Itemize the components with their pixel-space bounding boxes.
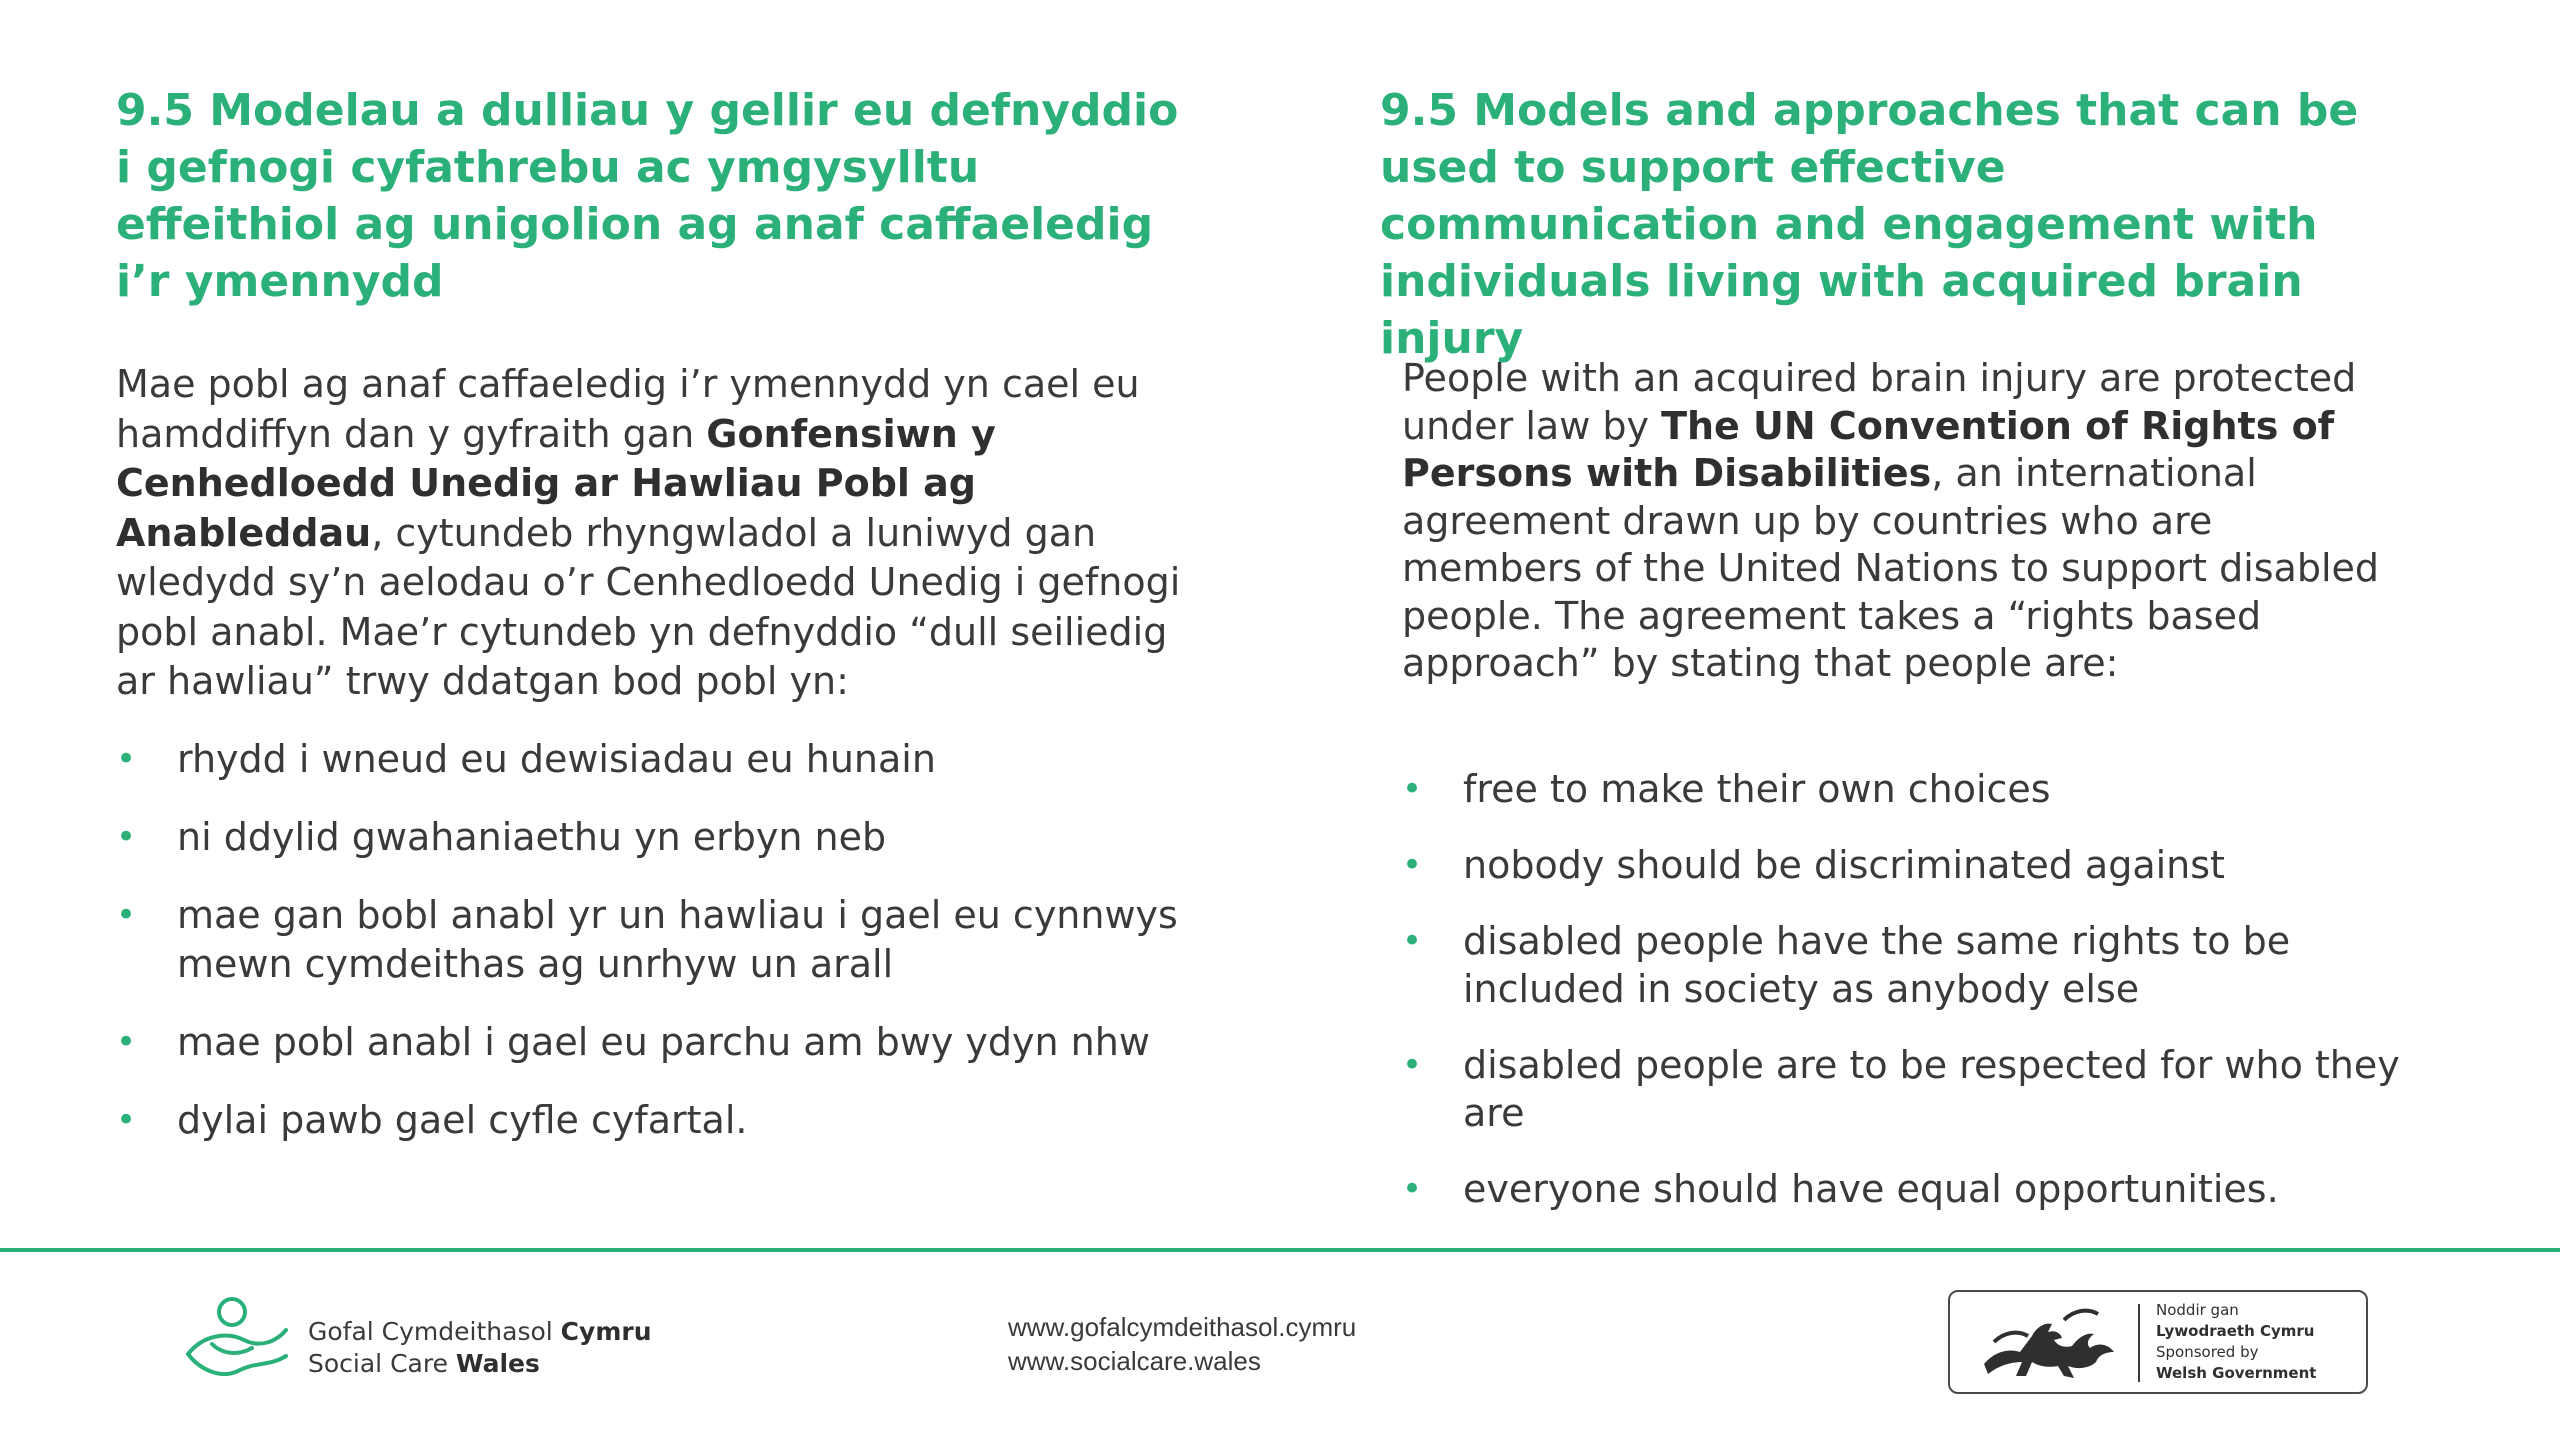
welsh-intro [116, 360, 1186, 707]
list-item [116, 1018, 1196, 1067]
social-care-wales-logo [182, 1292, 702, 1392]
list-item [1402, 1165, 2412, 1213]
sponsor-english-name: Welsh Government [2156, 1364, 2317, 1382]
bullet-icon: • [116, 739, 137, 779]
english-heading: 9.5 Models and approaches that can be used to support effective communication and engagement with individuals living with acquired brain injury [1380, 85, 2359, 364]
bullet-icon: • [1402, 1169, 1423, 1209]
sponsor-welsh-name: Lywodraeth Cymru [2156, 1322, 2315, 1340]
english-intro-end: , an international agreement drawn up by countries who are members of the United Nations to support disabled people. The agreement takes a “rights based approach” by stating that people are: [1402, 451, 2380, 685]
sponsor-text [2156, 1300, 2316, 1384]
list-item [116, 891, 1196, 989]
sponsor-divider [2138, 1304, 2140, 1382]
english-bullet-list [1402, 765, 2412, 1241]
english-intro-convention: The UN Convention of Rights of Persons with Disabilities [1402, 403, 2335, 495]
sponsor-welsh-label: Noddir gan [2156, 1301, 2239, 1319]
bullet-text: free to make their own choices [1463, 767, 2051, 811]
bullet-icon: • [116, 1100, 137, 1140]
welsh-bullet-list [116, 735, 1196, 1174]
bullet-text: ni ddylid gwahaniaethu yn erbyn neb [177, 815, 887, 859]
english-url-link[interactable]: www.socialcare.wales [1008, 1346, 1261, 1376]
footer-urls [1008, 1310, 1356, 1378]
bullet-text: disabled people have the same rights to be included in society as anybody else [1463, 919, 2291, 1011]
bullet-icon: • [116, 817, 137, 857]
welsh-intro-start: Mae pobl ag anaf caffaeledig i’r ymennydd yn cael eu hamddiffyn dan y gyfraith gan [116, 362, 1140, 456]
logo-welsh-regular: Gofal Cymdeithasol [308, 1317, 561, 1346]
bullet-icon: • [1402, 769, 1423, 809]
bullet-text: dylai pawb gael cyfle cyfartal. [177, 1098, 748, 1142]
bullet-icon: • [116, 1022, 137, 1062]
bullet-icon: • [1402, 921, 1423, 961]
bullet-text: nobody should be discriminated against [1463, 843, 2225, 887]
bullet-text: mae gan bobl anabl yr un hawliau i gael eu cynnwys mewn cymdeithas ag unrhyw un arall [177, 893, 1178, 986]
bullet-text: disabled people are to be respected for who they are [1463, 1043, 2400, 1135]
welsh-government-sponsor-badge [1948, 1290, 2368, 1394]
list-item [1402, 917, 2412, 1013]
bullet-text: mae pobl anabl i gael eu parchu am bwy ydyn nhw [177, 1020, 1150, 1064]
sponsor-english-label: Sponsored by [2156, 1343, 2259, 1361]
logo-english-regular: Social Care [308, 1349, 456, 1378]
list-item [116, 735, 1196, 784]
bullet-icon: • [116, 895, 137, 935]
welsh-dragon-icon [1974, 1302, 2124, 1386]
english-intro-start: People with an acquired brain injury are protected under law by [1402, 356, 2357, 448]
list-item [1402, 841, 2412, 889]
social-care-wales-emblem-icon [182, 1296, 294, 1386]
welsh-intro-convention: Gonfensiwn y Cenhedloedd Unedig ar Hawliau Pobl ag Anableddau [116, 411, 996, 555]
logo-line-english [308, 1348, 652, 1380]
list-item [116, 1096, 1196, 1145]
logo-english-bold: Wales [455, 1349, 540, 1378]
welsh-intro-end: , cytundeb rhyngwladol a luniwyd gan wledydd sy’n aelodau o’r Cenhedloedd Unedig i gefnogi pobl anabl. Mae’r cytundeb yn defnyddio “dull seiliedig ar hawliau” trwy ddatgan bod pobl yn: [116, 510, 1181, 703]
footer-divider [0, 1248, 2560, 1252]
bullet-icon: • [1402, 845, 1423, 885]
bullet-text: everyone should have equal opportunities. [1463, 1167, 2279, 1211]
list-item [116, 813, 1196, 862]
logo-welsh-bold: Cymru [560, 1317, 652, 1346]
english-intro [1402, 355, 2402, 688]
bullet-icon: • [1402, 1045, 1423, 1085]
welsh-url-link[interactable]: www.gofalcymdeithasol.cymru [1008, 1312, 1357, 1342]
bullet-text: rhydd i wneud eu dewisiadau eu hunain [177, 737, 936, 781]
list-item [1402, 1041, 2412, 1137]
logo-line-welsh [308, 1316, 652, 1348]
list-item [1402, 765, 2412, 813]
welsh-heading: 9.5 Modelau a dulliau y gellir eu defnyddio i gefnogi cyfathrebu ac ymgysylltu effeithiol ag unigolion ag anaf caffaeledig i’r ymennydd [116, 85, 1179, 307]
logo-wordmark [308, 1316, 652, 1380]
